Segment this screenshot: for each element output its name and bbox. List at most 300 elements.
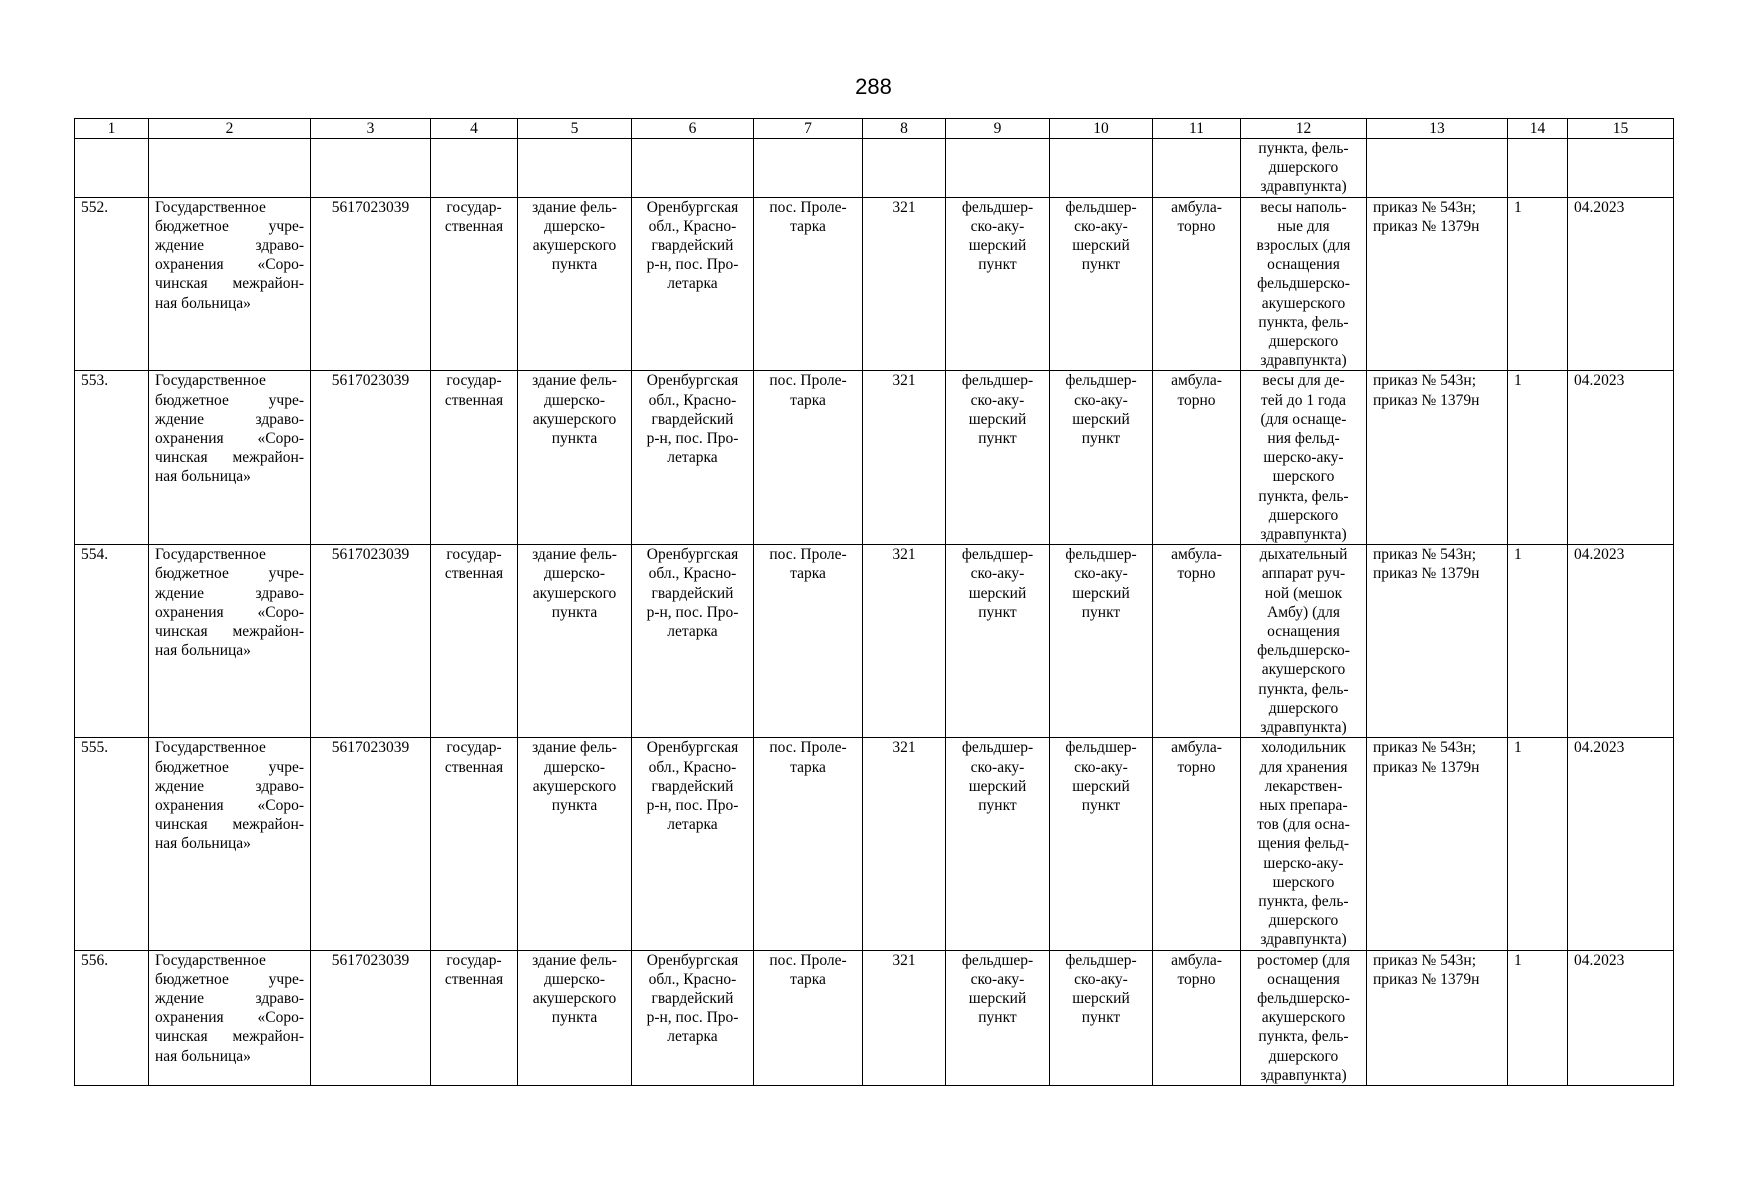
cell-text-line: дшерско- bbox=[544, 565, 605, 583]
cell-text-line: приказ № 543н; bbox=[1373, 739, 1477, 757]
cell-text-line: пункт bbox=[978, 256, 1017, 274]
cell-text-line: охранения «Соро- bbox=[155, 430, 304, 448]
cell-text-line bbox=[1159, 139, 1234, 158]
cell-text-line: бюджетное учре- bbox=[155, 391, 304, 409]
cell-text-line: Оренбургская bbox=[646, 372, 739, 390]
cell-quantity bbox=[1508, 371, 1568, 545]
cell-text-line: гвардейский bbox=[651, 989, 734, 1007]
cell-legal-basis bbox=[1367, 738, 1508, 950]
cell-text-line: 04.2023 bbox=[1574, 372, 1625, 390]
cell-equipment bbox=[1241, 371, 1367, 545]
cell-text-line: пункт bbox=[978, 430, 1017, 448]
cell-text-line: здание фель- bbox=[532, 951, 617, 969]
cell-text-line: дшерского bbox=[1268, 1047, 1339, 1065]
column-header-10: 10 bbox=[1050, 119, 1153, 139]
cell-row-number bbox=[75, 197, 149, 371]
cell-text-line: ждение здраво- bbox=[155, 584, 304, 602]
cell-text-line: дшерского bbox=[1268, 159, 1339, 177]
cell-ownership-form bbox=[431, 371, 518, 545]
cell-text-line: фельдшер- bbox=[1065, 198, 1137, 216]
column-header-4: 4 bbox=[431, 119, 518, 139]
cell-text-line: ско-аку- bbox=[1074, 758, 1128, 776]
cell-text-line: ждение здраво- bbox=[155, 989, 304, 1007]
cell-code bbox=[863, 197, 946, 371]
cell-text-line: приказ № 543н; bbox=[1373, 951, 1477, 969]
cell-text-line: ждение здраво- bbox=[155, 237, 304, 255]
cell-text-line: Оренбургская bbox=[646, 739, 739, 757]
cell-text-line bbox=[1514, 139, 1561, 158]
cell-text-line: государ- bbox=[446, 739, 502, 757]
cell-text-line: ско-аку- bbox=[970, 565, 1025, 583]
cell-text-line: Государственное bbox=[155, 546, 266, 564]
cell-text-line: Амбу) (для bbox=[1267, 603, 1340, 621]
cell-text-line: 556. bbox=[81, 951, 109, 969]
cell-text-line: р-н, пос. Про- bbox=[646, 796, 739, 814]
cell-equipment bbox=[1241, 139, 1367, 198]
cell-inn bbox=[311, 738, 431, 950]
cell-text-line: летарка bbox=[667, 449, 718, 467]
cell-text-line: ско-аку- bbox=[1074, 217, 1128, 235]
cell-text-line: шерский bbox=[968, 989, 1027, 1007]
cell-text-line: тарка bbox=[790, 391, 826, 409]
cell-text-line: бюджетное учре- bbox=[155, 758, 304, 776]
cell-text-line: шерский bbox=[1072, 777, 1130, 795]
cell-date bbox=[1568, 371, 1674, 545]
cell-text-line: 321 bbox=[892, 739, 916, 757]
cell-care-conditions bbox=[1153, 139, 1241, 198]
cell-text-line: пункта, фель- bbox=[1258, 140, 1349, 157]
cell-text-line: обл., Красно- bbox=[648, 217, 737, 235]
cell-text-line: дшерского bbox=[1268, 506, 1339, 524]
cell-text-line: охранения «Соро- bbox=[155, 256, 304, 274]
cell-text-line: ско-аку- bbox=[970, 391, 1025, 409]
cell-ownership-form bbox=[431, 738, 518, 950]
cell-organization-name bbox=[149, 197, 311, 371]
cell-text-line: бюджетное учре- bbox=[155, 970, 304, 988]
cell-text-line: акушерского bbox=[532, 584, 617, 602]
cell-text-line bbox=[155, 139, 304, 158]
cell-text-line: Государственное bbox=[155, 372, 266, 390]
cell-text-line: дшерско- bbox=[544, 391, 605, 409]
cell-text-line: 1 bbox=[1514, 546, 1522, 564]
cell-date bbox=[1568, 197, 1674, 371]
cell-quantity bbox=[1508, 950, 1568, 1085]
cell-text-line: чинская межрайон- bbox=[155, 1028, 304, 1046]
cell-address bbox=[632, 545, 754, 738]
cell-text-line: гвардейский bbox=[651, 777, 734, 795]
cell-text-line: пос. Проле- bbox=[769, 739, 847, 757]
cell-settlement bbox=[754, 197, 863, 371]
cell-text-line: ско-аку- bbox=[1074, 391, 1128, 409]
cell-text-line: приказ № 543н; bbox=[1373, 546, 1477, 564]
cell-text-line: тарка bbox=[790, 217, 826, 235]
cell-text-line: ния фельд- bbox=[1267, 430, 1340, 448]
cell-text-line: государ- bbox=[446, 546, 502, 564]
cell-text-line: дшерско- bbox=[544, 970, 605, 988]
registry-table bbox=[74, 118, 1674, 1086]
cell-text-line: ная больница» bbox=[155, 294, 251, 312]
cell-text-line: торно bbox=[1177, 565, 1216, 583]
cell-text-line bbox=[524, 139, 625, 158]
cell-text-line: 5617023039 bbox=[331, 372, 410, 390]
cell-text-line: пункта, фель- bbox=[1258, 680, 1349, 698]
cell-text-line: фельдшер- bbox=[961, 198, 1034, 216]
cell-text-line: здание фель- bbox=[532, 546, 617, 564]
cell-row-number bbox=[75, 139, 149, 198]
cell-quantity bbox=[1508, 139, 1568, 198]
cell-building bbox=[518, 139, 632, 198]
cell-text-line: р-н, пос. Про- bbox=[646, 603, 739, 621]
cell-text-line: чинская межрайон- bbox=[155, 449, 304, 467]
cell-date bbox=[1568, 139, 1674, 198]
cell-text-line: дшерского bbox=[1268, 333, 1339, 351]
cell-text-line: приказ № 1379н bbox=[1373, 217, 1480, 235]
cell-text-line: фельдшер- bbox=[1065, 951, 1137, 969]
cell-text-line: весы наполь- bbox=[1260, 198, 1347, 216]
cell-text-line: гвардейский bbox=[651, 237, 734, 255]
cell-text-line: Государственное bbox=[155, 198, 266, 216]
cell-quantity bbox=[1508, 197, 1568, 371]
cell-text-line: 04.2023 bbox=[1574, 546, 1625, 564]
cell-text-line: оснащения bbox=[1267, 970, 1340, 988]
column-header-15: 15 bbox=[1568, 119, 1674, 139]
cell-text-line: фельдшер- bbox=[1065, 739, 1137, 757]
cell-text-line: дшерского bbox=[1268, 699, 1339, 717]
table-row bbox=[75, 738, 1674, 950]
cell-text-line: 5617023039 bbox=[331, 951, 410, 969]
cell-equipment bbox=[1241, 738, 1367, 950]
cell-text-line: взрослых (для bbox=[1256, 237, 1351, 255]
cell-text-line: охранения «Соро- bbox=[155, 796, 304, 814]
cell-text-line bbox=[81, 139, 142, 158]
cell-text-line: ско-аку- bbox=[970, 758, 1025, 776]
cell-text-line: здравпункта) bbox=[1260, 352, 1347, 370]
cell-text-line: 553. bbox=[81, 372, 109, 390]
cell-settlement bbox=[754, 738, 863, 950]
cell-date bbox=[1568, 545, 1674, 738]
cell-text-line: приказ № 1379н bbox=[1373, 565, 1480, 583]
cell-text-line: чинская межрайон- bbox=[155, 623, 304, 641]
table-row bbox=[75, 371, 1674, 545]
cell-unit-name bbox=[1050, 545, 1153, 738]
cell-ownership-form bbox=[431, 197, 518, 371]
cell-text-line: пункта, фель- bbox=[1258, 487, 1349, 505]
cell-text-line: фельдшер- bbox=[961, 739, 1034, 757]
cell-text-line: пос. Проле- bbox=[769, 951, 847, 969]
cell-text-line: ско-аку- bbox=[1074, 970, 1128, 988]
cell-address bbox=[632, 197, 754, 371]
cell-text-line: амбула- bbox=[1171, 372, 1222, 390]
cell-text-line: тарка bbox=[790, 970, 826, 988]
cell-text-line: фельдшерско- bbox=[1257, 275, 1350, 293]
cell-text-line: шерский bbox=[968, 237, 1027, 255]
cell-text-line: шерский bbox=[968, 584, 1027, 602]
cell-care-conditions bbox=[1153, 950, 1241, 1085]
column-header-6: 6 bbox=[632, 119, 754, 139]
cell-text-line: бюджетное учре- bbox=[155, 565, 304, 583]
cell-text-line: пункт bbox=[1081, 603, 1121, 621]
cell-text-line: акушерского bbox=[1261, 294, 1346, 312]
cell-address bbox=[632, 738, 754, 950]
cell-text-line: приказ № 543н; bbox=[1373, 372, 1477, 390]
cell-address bbox=[632, 371, 754, 545]
cell-inn bbox=[311, 139, 431, 198]
cell-quantity bbox=[1508, 738, 1568, 950]
cell-text-line: здание фель- bbox=[532, 198, 617, 216]
cell-text-line bbox=[317, 139, 424, 158]
cell-text-line: 1 bbox=[1514, 372, 1522, 390]
cell-text-line: шерский bbox=[1072, 989, 1130, 1007]
cell-text-line: обл., Красно- bbox=[648, 758, 737, 776]
cell-text-line: р-н, пос. Про- bbox=[646, 256, 739, 274]
cell-text-line: приказ № 1379н bbox=[1373, 391, 1480, 409]
cell-text-line: р-н, пос. Про- bbox=[646, 430, 739, 448]
cell-text-line: 321 bbox=[892, 198, 916, 216]
cell-text-line: пункта bbox=[551, 256, 598, 274]
cell-text-line: амбула- bbox=[1171, 739, 1222, 757]
cell-text-line: лекарствен- bbox=[1264, 777, 1343, 795]
cell-legal-basis bbox=[1367, 139, 1508, 198]
cell-text-line: пункта bbox=[551, 430, 598, 448]
cell-legal-basis bbox=[1367, 950, 1508, 1085]
cell-care-conditions bbox=[1153, 545, 1241, 738]
cell-text-line: здравпункта) bbox=[1260, 526, 1347, 544]
cell-text-line: оснащения bbox=[1267, 623, 1340, 641]
cell-care-conditions bbox=[1153, 197, 1241, 371]
cell-text-line: торно bbox=[1177, 758, 1216, 776]
cell-text-line: шерского bbox=[1272, 873, 1335, 891]
cell-text-line: пункт bbox=[1081, 430, 1121, 448]
cell-text-line: 321 bbox=[892, 372, 916, 390]
cell-text-line: Оренбургская bbox=[646, 546, 739, 564]
cell-row-number bbox=[75, 950, 149, 1085]
cell-text-line: ная больница» bbox=[155, 642, 251, 660]
cell-text-line: амбула- bbox=[1171, 198, 1222, 216]
cell-text-line: охранения «Соро- bbox=[155, 603, 304, 621]
cell-text-line: ственная bbox=[444, 970, 504, 988]
cell-legal-basis bbox=[1367, 545, 1508, 738]
cell-date bbox=[1568, 950, 1674, 1085]
cell-text-line: охранения «Соро- bbox=[155, 1009, 304, 1027]
cell-organization-name bbox=[149, 545, 311, 738]
column-header-1: 1 bbox=[75, 119, 149, 139]
cell-text-line: шерский bbox=[1072, 584, 1130, 602]
cell-text-line: здравпункта) bbox=[1260, 1066, 1347, 1084]
cell-text-line: 5617023039 bbox=[331, 739, 410, 757]
cell-address bbox=[632, 950, 754, 1085]
cell-text-line: фельдшер- bbox=[961, 951, 1034, 969]
cell-text-line: ные для bbox=[1277, 217, 1330, 235]
column-header-8: 8 bbox=[863, 119, 946, 139]
cell-text-line: пункт bbox=[978, 603, 1017, 621]
cell-unit-type bbox=[946, 139, 1050, 198]
cell-text-line: ско-аку- bbox=[970, 970, 1025, 988]
cell-text-line: тарка bbox=[790, 565, 826, 583]
cell-text-line: 321 bbox=[892, 546, 916, 564]
column-header-13: 13 bbox=[1367, 119, 1508, 139]
cell-text-line: летарка bbox=[667, 816, 718, 834]
cell-text-line: шерско-аку- bbox=[1263, 854, 1344, 872]
cell-unit-type bbox=[946, 371, 1050, 545]
cell-text-line: здравпункта) bbox=[1260, 931, 1347, 949]
cell-text-line bbox=[1056, 139, 1146, 158]
cell-building bbox=[518, 371, 632, 545]
cell-organization-name bbox=[149, 738, 311, 950]
cell-row-number bbox=[75, 545, 149, 738]
cell-text-line: весы для де- bbox=[1262, 372, 1345, 390]
cell-text-line: холодильник bbox=[1261, 739, 1346, 757]
cell-settlement bbox=[754, 950, 863, 1085]
cell-text-line: 1 bbox=[1514, 951, 1522, 969]
table-row bbox=[75, 950, 1674, 1085]
cell-equipment bbox=[1241, 545, 1367, 738]
cell-building bbox=[518, 738, 632, 950]
cell-legal-basis bbox=[1367, 371, 1508, 545]
cell-text-line: ной (мешок bbox=[1264, 584, 1343, 602]
cell-text-line: 04.2023 bbox=[1574, 951, 1625, 969]
cell-text-line: фельдшер- bbox=[961, 372, 1034, 390]
cell-text-line: щения фельд- bbox=[1257, 835, 1350, 853]
cell-text-line: оснащения bbox=[1267, 256, 1340, 274]
column-number-row bbox=[75, 119, 1674, 139]
cell-text-line: ная больница» bbox=[155, 835, 251, 853]
page-number: 288 bbox=[855, 74, 892, 99]
cell-text-line: шерский bbox=[968, 410, 1027, 428]
cell-text-line: ственная bbox=[444, 565, 504, 583]
table-body bbox=[75, 139, 1674, 1086]
cell-settlement bbox=[754, 545, 863, 738]
cell-text-line: дыхательный bbox=[1259, 546, 1348, 564]
cell-text-line: ственная bbox=[444, 758, 504, 776]
cell-text-line: летарка bbox=[667, 623, 718, 641]
cell-text-line: тей до 1 года bbox=[1260, 391, 1346, 409]
cell-settlement bbox=[754, 371, 863, 545]
cell-text-line bbox=[760, 139, 856, 158]
cell-code bbox=[863, 139, 946, 198]
column-header-14: 14 bbox=[1508, 119, 1568, 139]
cell-care-conditions bbox=[1153, 371, 1241, 545]
cell-text-line: 555. bbox=[81, 739, 109, 757]
cell-text-line: Оренбургская bbox=[646, 198, 739, 216]
cell-text-line: летарка bbox=[667, 275, 718, 293]
cell-text-line bbox=[1373, 139, 1501, 158]
cell-text-line bbox=[638, 139, 747, 158]
cell-text-line: пункта bbox=[551, 1009, 598, 1027]
cell-text-line: ная больница» bbox=[155, 1047, 251, 1065]
cell-text-line: 552. bbox=[81, 198, 109, 216]
table-row bbox=[75, 139, 1674, 198]
cell-text-line: ждение здраво- bbox=[155, 410, 304, 428]
column-header-5: 5 bbox=[518, 119, 632, 139]
cell-unit-type bbox=[946, 738, 1050, 950]
cell-legal-basis bbox=[1367, 197, 1508, 371]
cell-text-line: государ- bbox=[446, 372, 502, 390]
cell-row-number bbox=[75, 371, 149, 545]
cell-text-line: пункт bbox=[1081, 796, 1121, 814]
cell-text-line: шерско-аку- bbox=[1263, 449, 1344, 467]
cell-unit-name bbox=[1050, 950, 1153, 1085]
cell-quantity bbox=[1508, 545, 1568, 738]
cell-text-line: приказ № 543н; bbox=[1373, 198, 1477, 216]
cell-organization-name bbox=[149, 371, 311, 545]
cell-text-line: пункт bbox=[1081, 1009, 1121, 1027]
cell-text-line: пункта bbox=[551, 603, 598, 621]
cell-text-line: 554. bbox=[81, 546, 109, 564]
cell-text-line: 1 bbox=[1514, 198, 1522, 216]
cell-text-line: амбула- bbox=[1171, 951, 1222, 969]
cell-code bbox=[863, 545, 946, 738]
cell-text-line: дшерского bbox=[1268, 912, 1339, 930]
table-row bbox=[75, 197, 1674, 371]
cell-text-line: ско-аку- bbox=[1074, 565, 1128, 583]
cell-text-line: акушерского bbox=[532, 777, 617, 795]
cell-text-line: аппарат руч- bbox=[1261, 565, 1346, 583]
cell-text-line: фельдшер- bbox=[1065, 546, 1137, 564]
cell-text-line: шерского bbox=[1272, 468, 1335, 486]
cell-text-line: фельдшер- bbox=[961, 546, 1034, 564]
cell-text-line: дшерско- bbox=[544, 217, 605, 235]
cell-unit-type bbox=[946, 545, 1050, 738]
cell-text-line: приказ № 1379н bbox=[1373, 970, 1480, 988]
cell-text-line: здание фель- bbox=[532, 372, 617, 390]
column-header-11: 11 bbox=[1153, 119, 1241, 139]
cell-text-line: здравпункта) bbox=[1260, 719, 1347, 737]
cell-text-line: дшерско- bbox=[544, 758, 605, 776]
cell-text-line: пункта, фель- bbox=[1258, 892, 1349, 910]
column-header-7: 7 bbox=[754, 119, 863, 139]
cell-text-line: пункт bbox=[978, 796, 1017, 814]
cell-text-line: акушерского bbox=[1261, 661, 1346, 679]
cell-text-line: 04.2023 bbox=[1574, 739, 1625, 757]
cell-text-line: гвардейский bbox=[651, 410, 734, 428]
cell-text-line: чинская межрайон- bbox=[155, 816, 304, 834]
cell-unit-type bbox=[946, 197, 1050, 371]
cell-text-line: амбула- bbox=[1171, 546, 1222, 564]
cell-text-line: ско-аку- bbox=[970, 217, 1025, 235]
cell-text-line: фельдшерско- bbox=[1257, 642, 1350, 660]
cell-text-line: Государственное bbox=[155, 739, 266, 757]
cell-text-line: пункт bbox=[978, 1009, 1017, 1027]
cell-text-line: здравпункта) bbox=[1260, 178, 1347, 196]
column-header-2: 2 bbox=[149, 119, 311, 139]
cell-text-line: р-н, пос. Про- bbox=[646, 1009, 739, 1027]
cell-text-line: акушерского bbox=[532, 410, 617, 428]
cell-ownership-form bbox=[431, 545, 518, 738]
cell-text-line bbox=[1574, 139, 1667, 158]
cell-text-line: для хранения bbox=[1259, 758, 1348, 776]
cell-text-line: фельдшер- bbox=[1065, 372, 1137, 390]
cell-code bbox=[863, 950, 946, 1085]
cell-text-line: ственная bbox=[444, 217, 504, 235]
cell-text-line: шерский bbox=[1072, 410, 1130, 428]
cell-unit-name bbox=[1050, 197, 1153, 371]
cell-text-line: приказ № 1379н bbox=[1373, 758, 1480, 776]
cell-text-line: шерский bbox=[968, 777, 1027, 795]
cell-text-line: пос. Проле- bbox=[769, 198, 847, 216]
cell-text-line: ная больница» bbox=[155, 468, 251, 486]
cell-inn bbox=[311, 371, 431, 545]
cell-text-line: тарка bbox=[790, 758, 826, 776]
cell-unit-name bbox=[1050, 139, 1153, 198]
cell-text-line: 1 bbox=[1514, 739, 1522, 757]
cell-text-line: обл., Красно- bbox=[648, 391, 737, 409]
cell-text-line: бюджетное учре- bbox=[155, 217, 304, 235]
cell-ownership-form bbox=[431, 950, 518, 1085]
cell-text-line: пункт bbox=[1081, 256, 1121, 274]
cell-unit-name bbox=[1050, 738, 1153, 950]
cell-text-line bbox=[869, 139, 939, 158]
cell-text-line: Государственное bbox=[155, 951, 266, 969]
